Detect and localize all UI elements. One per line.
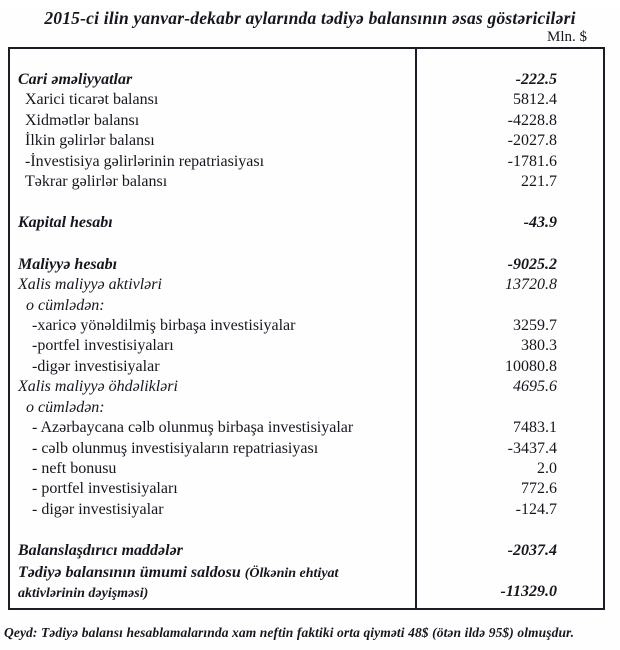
table-row <box>10 275 603 295</box>
row-value: 13720.8 <box>505 276 557 294</box>
row-label: Xidmətlər balansı <box>25 111 140 129</box>
row-label: -xaricə yönəldilmiş birbaşa investisiyalar <box>32 317 296 335</box>
row-label: Xarici ticarət balansı <box>25 91 159 109</box>
row-label: - cəlb olunmuş investisiyaların repatriasiyası <box>32 439 319 457</box>
row-label: - digər investisiyalar <box>32 500 164 518</box>
table-row <box>10 172 603 192</box>
table-row <box>10 357 603 377</box>
table-row <box>10 255 603 275</box>
row-value <box>415 398 603 418</box>
row-value: -124.7 <box>515 500 557 518</box>
row-label: -digər investisiyalar <box>32 357 160 375</box>
row-value: -3437.4 <box>507 439 557 457</box>
row-label: Cari əməliyyatlar <box>18 71 133 88</box>
table-row <box>10 500 603 520</box>
row-value: -2027.8 <box>507 132 557 150</box>
footnote: Qeyd: Tədiyə balansı hesablamalarında xam neftin faktiki orta qiyməti 48$ (ötən ildə 95$) olmuşdur. <box>4 625 575 640</box>
row-value: 3259.7 <box>513 317 557 335</box>
row-value: 7483.1 <box>513 419 557 437</box>
row-value: -4228.8 <box>507 111 557 129</box>
unit-label: Mln. $ <box>546 29 587 45</box>
row-value: 2.0 <box>537 459 557 477</box>
row-value: 10080.8 <box>505 357 557 375</box>
row-label: Tədiyə balansının ümumi saldosu (Ölkənin ehtiyat aktivlərinin dəyişməsi) <box>18 563 339 602</box>
table-row <box>10 336 603 356</box>
table-spacer-row <box>10 234 603 255</box>
row-value: -43.9 <box>523 214 557 232</box>
row-value: -222.5 <box>515 71 557 88</box>
table-rows-container <box>10 70 603 604</box>
table-row <box>10 377 603 397</box>
row-label: Maliyyə hesabı <box>18 255 118 273</box>
row-label: - neft bonusu <box>32 459 117 477</box>
table-row <box>10 152 603 172</box>
row-value: 221.7 <box>521 173 557 191</box>
row-label: Xalis maliyyə öhdəlikləri <box>18 378 178 396</box>
row-label: -portfel investisiyaları <box>32 337 174 355</box>
column-divider <box>415 49 417 608</box>
document-page <box>0 8 620 650</box>
row-label: -İnvestisiya gəlirlərinin repatriasiyası <box>25 152 265 170</box>
row-label: - Azərbaycana cəlb olunmuş birbaşa investisiyalar <box>32 419 354 437</box>
row-label-parenthetical: (Ölkənin ehtiyat aktivlərinin dəyişməsi) <box>18 565 339 602</box>
table-row <box>10 479 603 499</box>
table-row <box>10 459 603 479</box>
row-value: -9025.2 <box>507 255 557 273</box>
row-label: Balanslaşdırıcı maddələr <box>18 542 183 560</box>
table-row <box>10 70 603 90</box>
row-label: - portfel investisiyaları <box>32 480 178 498</box>
table-row <box>10 418 603 438</box>
row-label: Xalis maliyyə aktivləri <box>18 276 162 294</box>
row-label: İlkin gəlirlər balansı <box>25 132 155 150</box>
row-value: -2037.4 <box>507 542 557 560</box>
row-value: 5812.4 <box>513 91 557 109</box>
row-label: o cümlədən: <box>26 398 105 416</box>
page-title: 2015-ci ilin yanvar-dekabr aylarında tədiyə balansının əsas göstəriciləri <box>44 8 576 28</box>
row-value: 4695.6 <box>513 378 557 396</box>
table-row <box>10 296 603 316</box>
table-row <box>10 562 603 604</box>
table-row <box>10 398 603 418</box>
table-row <box>10 439 603 459</box>
table-row <box>10 316 603 336</box>
row-value <box>415 296 603 316</box>
table-row <box>10 111 603 131</box>
table-row <box>10 131 603 151</box>
table-spacer-row <box>10 520 603 541</box>
balance-of-payments-table <box>8 47 605 610</box>
row-label: o cümlədən: <box>26 296 105 314</box>
row-value: -1781.6 <box>507 152 557 170</box>
table-row <box>10 213 603 233</box>
table-row <box>10 90 603 110</box>
table-row <box>10 541 603 561</box>
row-value: 772.6 <box>521 480 557 498</box>
row-label: Kapital hesabı <box>18 214 113 232</box>
table-spacer-row <box>10 192 603 213</box>
row-value: 380.3 <box>521 337 557 355</box>
row-label: Təkrar gəlirlər balansı <box>25 173 168 191</box>
row-value: -11329.0 <box>500 583 557 601</box>
